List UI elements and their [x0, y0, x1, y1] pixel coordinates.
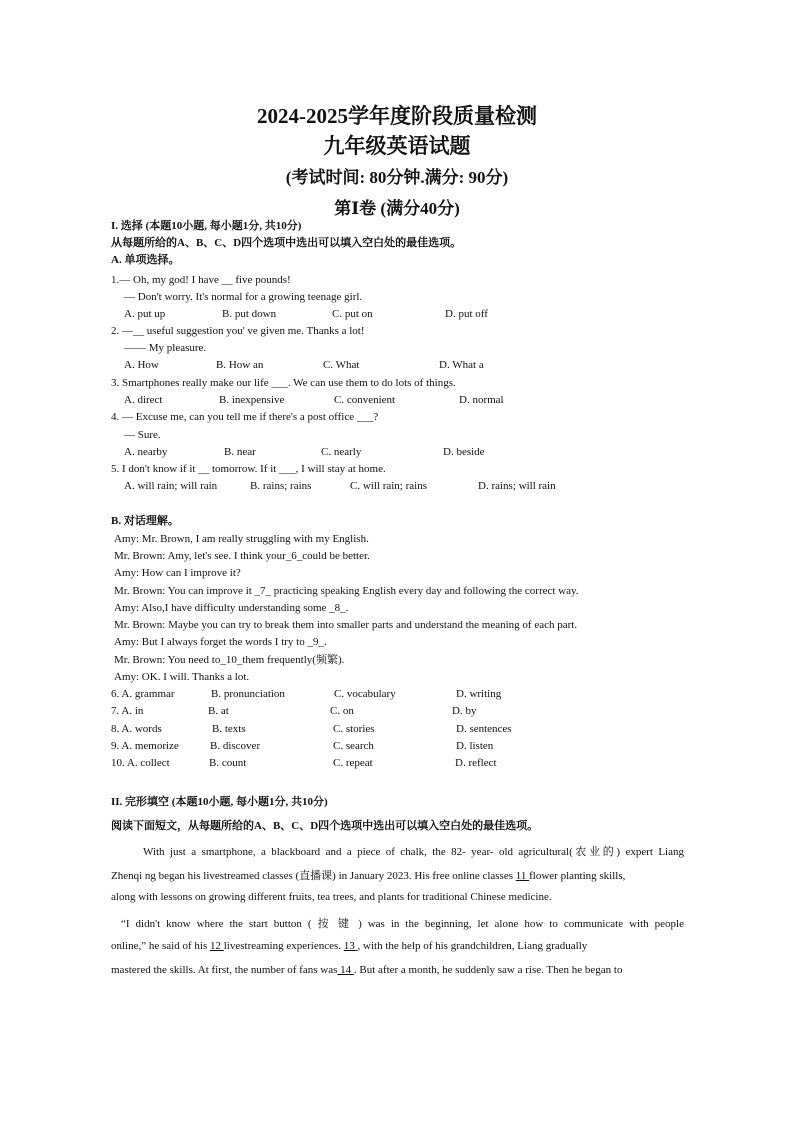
q7-option-c[interactable]: C. on [330, 705, 354, 717]
question-2-stem: 2. —__ useful suggestion you' ve given me. Thanks a lot! [111, 325, 365, 337]
q1-option-d[interactable]: D. put off [445, 308, 488, 320]
q2-option-c[interactable]: C. What [323, 359, 360, 371]
question-1-response: — Don't worry. It's normal for a growing teenage girl. [124, 291, 363, 303]
dialogue-line: Amy: Mr. Brown, I am really struggling with my English. [114, 533, 369, 545]
q5-option-b[interactable]: B. rains; rains [250, 480, 312, 492]
part1-heading: I. 选择 (本题10小题, 每小题1分, 共10分) [111, 220, 302, 232]
q7-option-d[interactable]: D. by [452, 705, 477, 717]
dialogue-line: Mr. Brown: Amy, let's see. I think your_6_could be better. [114, 550, 370, 562]
blank-11[interactable]: 11 [515, 870, 530, 882]
q10-option-a[interactable]: 10. A. collect [111, 757, 170, 769]
q4-option-d[interactable]: D. beside [443, 446, 485, 458]
question-4-response: — Sure. [124, 429, 161, 441]
section-b-heading: B. 对话理解。 [111, 515, 179, 527]
dialogue-line: Mr. Brown: Maybe you can try to break them into smaller parts and understand the meaning of each part. [114, 619, 578, 631]
passage-line: mastered the skills. At first, the number of fans was 14 . But after a month, he suddenly saw a rise. Then he began to [111, 964, 623, 976]
q6-option-a[interactable]: 6. A. grammar [111, 688, 175, 700]
exam-info: (考试时间: 80分钟.满分: 90分) [285, 168, 509, 187]
exam-title: 2024-2025学年度阶段质量检测 [257, 104, 537, 128]
part1-instruction: 从每题所给的A、B、C、D四个选项中选出可以填入空白处的最佳选项。 [111, 237, 462, 249]
passage-line: online,” he said of his 12 livestreaming experiences. 13 , with the help of his grandchildren, Liang gradually [111, 940, 588, 952]
q8-option-b[interactable]: B. texts [212, 723, 246, 735]
question-4-stem: 4. — Excuse me, can you tell me if there's a post office ___? [111, 411, 379, 423]
question-3-stem: 3. Smartphones really make our life ___. We can use them to do lots of things. [111, 377, 456, 389]
passage-line: Zhenqi ng began his livestreamed classes (直播课) in January 2023. His free online classes 11 flower planting skills, [111, 870, 626, 882]
q5-option-c[interactable]: C. will rain; rains [350, 480, 427, 492]
q8-option-d[interactable]: D. sentences [456, 723, 512, 735]
q5-option-d[interactable]: D. rains; will rain [478, 480, 556, 492]
volume-title: 第Ⅰ卷 (满分40分) [334, 199, 460, 218]
q7-option-b[interactable]: B. at [208, 705, 229, 717]
dialogue-line: Amy: But I always forget the words I try to _9_. [114, 636, 327, 648]
q10-option-d[interactable]: D. reflect [455, 757, 497, 769]
q9-option-b[interactable]: B. discover [210, 740, 261, 752]
section-a-heading: A. 单项选择。 [111, 254, 180, 266]
q3-option-a[interactable]: A. direct [124, 394, 163, 406]
q3-option-c[interactable]: C. convenient [334, 394, 396, 406]
blank-13[interactable]: 13 [343, 940, 358, 952]
part2-heading: II. 完形填空 (本题10小题, 每小题1分, 共10分) [111, 796, 328, 808]
q2-option-d[interactable]: D. What a [439, 359, 484, 371]
q6-option-b[interactable]: B. pronunciation [211, 688, 285, 700]
q10-option-b[interactable]: B. count [209, 757, 247, 769]
q3-option-d[interactable]: D. normal [459, 394, 504, 406]
dialogue-line: Amy: How can I improve it? [114, 567, 241, 579]
q4-option-a[interactable]: A. nearby [124, 446, 168, 458]
passage-line: along with lessons on growing different fruits, tea trees, and plants for traditional Chinese medicine. [111, 891, 552, 903]
q5-option-a[interactable]: A. will rain; will rain [124, 480, 218, 492]
blank-12[interactable]: 12 [209, 940, 224, 952]
q1-option-a[interactable]: A. put up [124, 308, 166, 320]
q9-option-c[interactable]: C. search [333, 740, 374, 752]
q8-option-c[interactable]: C. stories [333, 723, 375, 735]
q6-option-c[interactable]: C. vocabulary [334, 688, 396, 700]
dialogue-line: Amy: OK. I will. Thanks a lot. [114, 671, 250, 683]
q9-option-d[interactable]: D. listen [456, 740, 494, 752]
question-1-stem: 1.— Oh, my god! I have __ five pounds! [111, 274, 291, 286]
dialogue-line: Mr. Brown: You need to_10_them frequently(频繁). [114, 654, 345, 666]
q8-option-a[interactable]: 8. A. words [111, 723, 162, 735]
q3-option-b[interactable]: B. inexpensive [219, 394, 285, 406]
q4-option-c[interactable]: C. nearly [321, 446, 362, 458]
q1-option-b[interactable]: B. put down [222, 308, 277, 320]
question-2-response: —— My pleasure. [124, 342, 207, 354]
q7-option-a[interactable]: 7. A. in [111, 705, 144, 717]
q6-option-d[interactable]: D. writing [456, 688, 502, 700]
blank-14[interactable]: 14 [337, 964, 354, 976]
passage-line: “I didn't know where the start button ( 按 键 ) was in the beginning, let alone how to communicate with people [121, 918, 684, 930]
q1-option-c[interactable]: C. put on [332, 308, 373, 320]
dialogue-line: Mr. Brown: You can improve it _7_ practicing speaking English every day and following the correct way. [114, 585, 579, 597]
part2-instruction: 阅读下面短文，从每题所给的A、B、C、D四个选项中选出可以填入空白处的最佳选项。 [111, 820, 539, 832]
passage-line: With just a smartphone, a blackboard and a piece of chalk, the 82- year- old agricultural(农业的) expert Liang [143, 846, 684, 858]
q2-option-a[interactable]: A. How [124, 359, 159, 371]
q9-option-a[interactable]: 9. A. memorize [111, 740, 179, 752]
q10-option-c[interactable]: C. repeat [333, 757, 373, 769]
dialogue-line: Amy: Also,I have difficulty understanding some _8_. [114, 602, 349, 614]
question-5-stem: 5. I don't know if it __ tomorrow. If it ___, I will stay at home. [111, 463, 386, 475]
q4-option-b[interactable]: B. near [224, 446, 256, 458]
exam-subtitle: 九年级英语试题 [323, 134, 471, 158]
q2-option-b[interactable]: B. How an [216, 359, 264, 371]
